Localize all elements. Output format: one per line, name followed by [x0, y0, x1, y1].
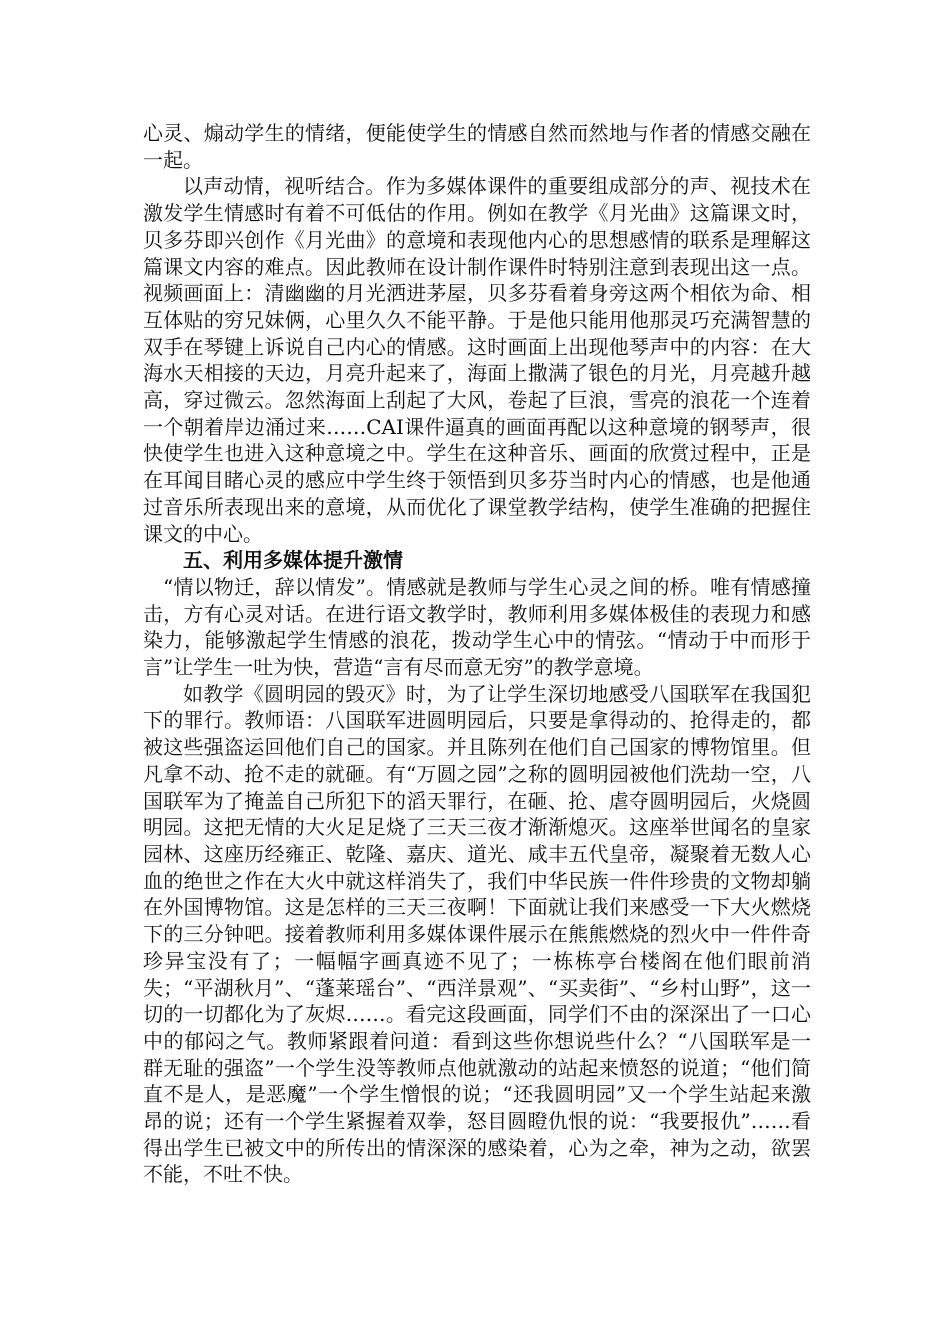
paragraph-emotion-bridge: “情以物迁，辞以情发”。情感就是教师与学生心灵之间的桥。唯有情感撞击，方有心灵对话。在进行语文教学时，教师利用多媒体极佳的表现力和感染力，能够激起学生情感的浪花，拨动学生心中的情弦。“情动于中而形于言”让学生一吐为快，营造“言有尽而意无穷”的教学意境。 — [143, 574, 811, 680]
section-heading: 五、利用多媒体提升激情 — [183, 548, 403, 573]
document-page — [143, 120, 811, 1188]
paragraph-continuation: 心灵、煽动学生的情绪，便能使学生的情感自然而然地与作者的情感交融在一起。 — [143, 121, 811, 172]
paragraph-yuanmingyuan: 如教学《圆明园的毁灭》时，为了让学生深切地感受八国联军在我国犯下的罪行。教师语：八国联军进圆明园后，只要是拿得动的、抢得走的，都被这些强盗运回他们自己的国家。并且陈列在他们自己国家的博物馆里。但凡拿不动、抢不走的就砸。有“万圆之园”之称的圆明园被他们洗劫一空，八国联军为了掩盖自己所犯下的滔天罪行，在砸、抢、虐夺圆明园后，火烧圆明园。这把无情的大火足足烧了三天三夜才渐渐熄灭。这座举世闻名的皇家园林、这座历经雍正、乾隆、嘉庆、道光、咸丰五代皇帝，凝聚着无数人心血的绝世之作在大火中就这样消失了，我们中华民族一件件珍贵的文物却躺在外国博物馆。这是怎样的三天三夜啊！下面就让我们来感受一下大火燃烧下的三分钟吧。接着教师利用多媒体课件展示在熊熊燃烧的烈火中一件件奇珍异宝没有了；一幅幅字画真迹不见了；一栋栋亭台楼阁在他们眼前消失；“平湖秋月”、“蓬莱瑶台”、“西洋景观”、“买卖街”、“乡村山野”，这一切的一切都化为了灰烬……。看完这段画面，同学们不由的深深出了一口心中的郁闷之气。教师紧跟着问道：看到这些你想说些什么？“八国联军是一群无耻的强盗”一个学生没等教师点他就激动的站起来愤怒的说道；“他们简直不是人，是恶魔”一个学生憎恨的说；“还我圆明园”又一个学生站起来激昂的说；还有一个学生紧握着双拳，怒目圆瞪仇恨的说：“我要报仇”……看得出学生已被文中的所传出的情深深的感染着，心为之牵，神为之动，欲罢不能，不吐不快。 — [143, 681, 811, 1187]
paragraph-moonlight-sonata: 以声动情，视听结合。作为多媒体课件的重要组成部分的声、视技术在激发学生情感时有着不可低估的作用。例如在教学《月光曲》这篇课文时，贝多芬即兴创作《月光曲》的意境和表现他内心的思想感情的联系是理解这篇课文内容的难点。因此教师在设计制作课件时特别注意到表现出这一点。视频画面上：清幽幽的月光洒进茅屋，贝多芬看着身旁这两个相依为命、相互体贴的穷兄妹俩，心里久久不能平静。于是他只能用他那灵巧充满智慧的双手在琴键上诉说自己内心的情感。这时画面上出现他琴声中的内容：在大海水天相接的天边，月亮升起来了，海面上撒满了银色的月光，月亮越升越高，穿过微云。忽然海面上刮起了大风，卷起了巨浪，雪亮的浪花一个连着一个朝着岸边涌过来……CAI课件逼真的画面再配以这种意境的钢琴声，很快使学生也进入这种意境之中。学生在这种音乐、画面的欣赏过程中，正是在耳闻目睹心灵的感应中学生终于领悟到贝多芬当时内心的情感，也是他通过音乐所表现出来的意境，从而优化了课堂教学结构，使学生准确的把握住课文的中心。 — [143, 174, 811, 546]
